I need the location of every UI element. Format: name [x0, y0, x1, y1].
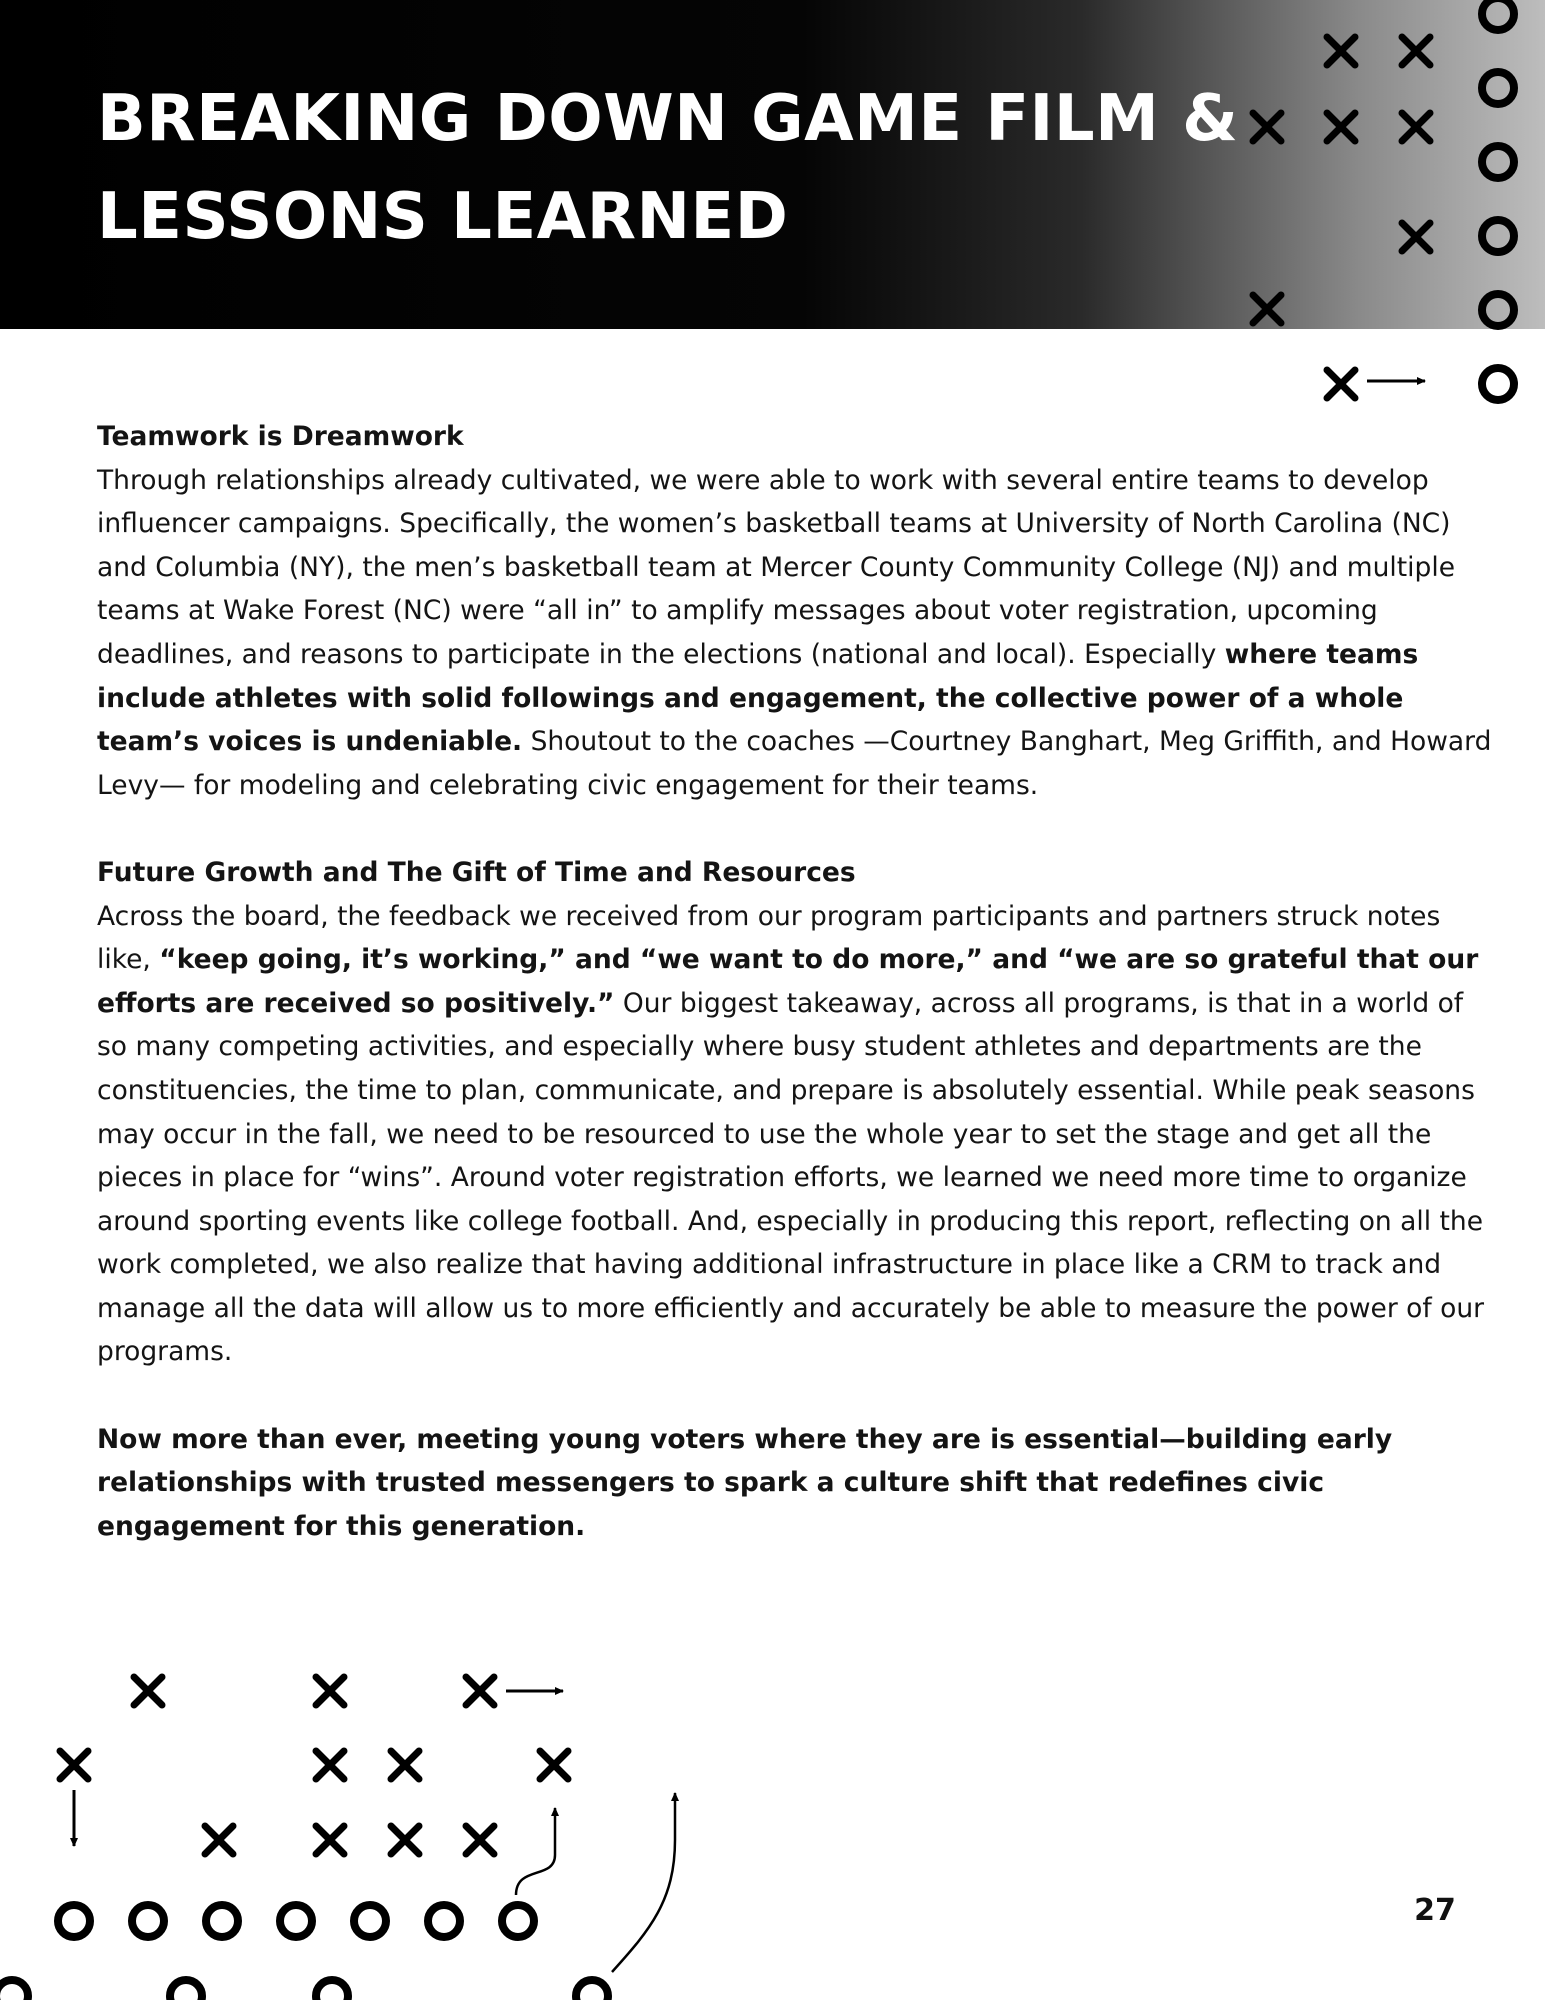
x-marker-icon: [205, 1826, 233, 1854]
curved-arrow-icon: [612, 1793, 675, 1972]
page-title-line-2: LESSONS LEARNED: [97, 180, 789, 254]
section-teamwork: [97, 415, 1497, 807]
body-text: Across the board, the feedback we received from our program participants and partners struck notes like,: [97, 900, 1441, 976]
o-marker-icon: [354, 1905, 386, 1937]
closing-statement: Now more than ever, meeting young voters where they are is essential—building early relationships with trusted messengers to spark a culture shift that redefines civic engagement for this generation.: [97, 1423, 1393, 1542]
bottom-play-diagram: [0, 1677, 675, 2000]
o-marker-icon: [1482, 368, 1514, 400]
o-marker-icon: [58, 1905, 90, 1937]
paragraph-spacer: [97, 1374, 1497, 1418]
o-marker-icon: [206, 1905, 238, 1937]
section-heading: Future Growth and The Gift of Time and Resources: [97, 856, 856, 888]
x-marker-icon: [316, 1751, 344, 1779]
x-marker-icon: [1327, 370, 1355, 398]
main-content: [97, 415, 1497, 1548]
o-marker-icon: [132, 1905, 164, 1937]
o-marker-icon: [316, 1980, 348, 2000]
o-marker-icon: [0, 1980, 28, 2000]
x-marker-icon: [540, 1751, 568, 1779]
x-marker-icon: [60, 1751, 88, 1779]
body-text: Our biggest takeaway, across all programs, is that in a world of so many competing activities, and especially where busy student athletes and departments are the constituencies, the time to plan, communicate, and prepare is absolutely essential. While peak seasons may occur in the fall, we need to be resourced to use the whole year to set the stage and get all the pieces in place for “wins”. Around voter registration efforts, we learned we need more time to organize around sporting events like college football. And, especially in producing this report, reflecting on all the work completed, we also realize that having additional infrastructure in place like a CRM to track and manage all the data will allow us to more efficiently and accurately be able to measure the power of our programs.: [97, 987, 1485, 1368]
o-marker-icon: [502, 1905, 534, 1937]
x-marker-icon: [316, 1826, 344, 1854]
x-marker-icon: [466, 1826, 494, 1854]
o-marker-icon: [576, 1980, 608, 2000]
page-title-line-1: BREAKING DOWN GAME FILM &: [97, 82, 1239, 156]
x-marker-icon: [316, 1677, 344, 1705]
section-future-growth: [97, 851, 1497, 1374]
header-banner: [0, 0, 1545, 329]
curved-arrow-icon: [516, 1808, 555, 1895]
body-text: Through relationships already cultivated, we were able to work with several entire teams to develop influencer campaigns. Specifically, the women’s basketball teams at University of North Carolina (NC) and Columbia (NY), the men’s basketball team at Mercer County Community College (NJ) and multiple teams at Wake Forest (NC) were “all in” to amplify messages about voter registration, upcoming deadlines, and reasons to participate in the elections (national and local). Especially: [97, 464, 1456, 670]
x-marker-icon: [466, 1677, 494, 1705]
o-marker-icon: [428, 1905, 460, 1937]
body-emphasis: “keep going, it’s working,” and “we want to do more,” and “we are so grateful that our efforts are received so positively.”: [97, 944, 1479, 1019]
section-body: [97, 895, 1497, 1375]
o-marker-icon: [170, 1980, 202, 2000]
x-marker-icon: [391, 1751, 419, 1779]
o-marker-icon: [280, 1905, 312, 1937]
section-heading: Teamwork is Dreamwork: [97, 421, 464, 452]
x-marker-icon: [391, 1826, 419, 1854]
body-emphasis: where teams include athletes with solid followings and engagement, the collective power of a whole team’s voices is undeniable.: [97, 638, 1419, 758]
page-number: 27: [1414, 1893, 1456, 1928]
section-body: [97, 459, 1497, 808]
x-marker-icon: [134, 1677, 162, 1705]
body-text: Shoutout to the coaches —Courtney Banghart, Meg Griffith, and Howard Levy— for modeling and celebrating civic engagement for their teams.: [97, 726, 1492, 801]
paragraph-spacer: [97, 807, 1497, 851]
page-title: [97, 70, 1257, 266]
